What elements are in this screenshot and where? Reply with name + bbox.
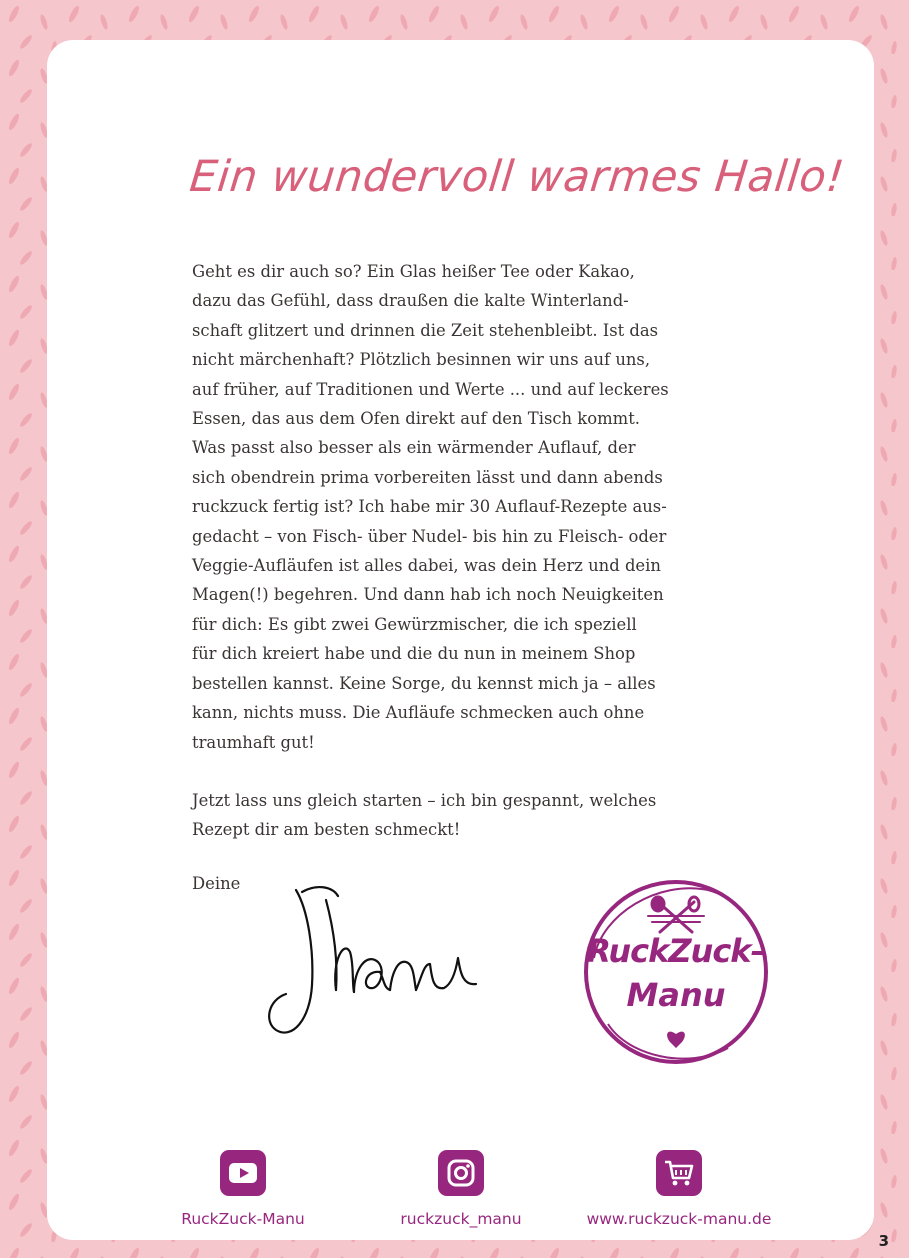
text-line: Was passt also besser als ein wärmender Auflauf, der (192, 438, 636, 458)
shop-link[interactable] (569, 1150, 789, 1228)
sign-off: Deine (192, 874, 241, 893)
text-line: Rezept dir am besten schmeckt! (192, 820, 461, 840)
body-paragraph (192, 257, 732, 757)
instagram-link[interactable] (351, 1150, 571, 1228)
text-line: sich obendrein prima vorbereiten lässt und dann abends (192, 467, 663, 487)
text-line: Essen, das aus dem Ofen direkt auf den Tisch kommt. (192, 409, 640, 429)
text-line: schaft glitzert und drinnen die Zeit stehenbleibt. Ist das (192, 320, 659, 340)
shopping-cart-icon[interactable] (656, 1150, 702, 1196)
text-line: nicht märchenhaft? Plötzlich besinnen wir uns auf uns, (192, 350, 651, 370)
youtube-icon[interactable] (220, 1150, 266, 1196)
youtube-label[interactable]: RuckZuck-Manu (181, 1210, 305, 1228)
text-line: Veggie-Aufläufen ist alles dabei, was dein Herz und dein (192, 556, 661, 576)
logo-text-line1: RuckZuck– (586, 932, 766, 970)
website-label[interactable]: www.ruckzuck-manu.de (586, 1210, 772, 1228)
text-line: für dich: Es gibt zwei Gewürzmischer, die ich speziell (192, 614, 637, 634)
instagram-label[interactable]: ruckzuck_manu (400, 1210, 522, 1228)
youtube-link[interactable] (133, 1150, 353, 1228)
text-line: Jetzt lass uns gleich starten – ich bin gespannt, welches (192, 791, 657, 810)
text-line: bestellen kannst. Keine Sorge, du kennst mich ja – alles (192, 673, 656, 693)
page-title: Ein wundervoll warmes Hallo! (187, 152, 847, 202)
text-line: traumhaft gut! (192, 732, 315, 752)
page-number: 3 (878, 1232, 889, 1250)
instagram-icon[interactable] (438, 1150, 484, 1196)
text-line: kann, nichts muss. Die Aufläufe schmecken auch ohne (192, 703, 645, 723)
handwritten-signature (262, 880, 502, 1045)
text-line: für dich kreiert habe und die du nun in meinem Shop (192, 644, 636, 664)
closing-paragraph (192, 786, 752, 845)
logo-text-line2: Manu (626, 976, 726, 1014)
text-line: dazu das Gefühl, dass draußen die kalte Winterland- (192, 291, 629, 311)
text-line: gedacht – von Fisch- über Nudel- bis hin zu Fleisch- oder (192, 526, 667, 546)
brand-logo (578, 874, 774, 1070)
text-line: Magen(!) begehren. Und dann hab ich noch Neuigkeiten (192, 585, 664, 605)
text-line: auf früher, auf Traditionen und Werte ... und auf leckeres (192, 379, 669, 399)
text-line: Geht es dir auch so? Ein Glas heißer Tee oder Kakao, (192, 262, 635, 281)
text-line: ruckzuck fertig ist? Ich habe mir 30 Auflauf-Rezepte aus- (192, 497, 667, 517)
